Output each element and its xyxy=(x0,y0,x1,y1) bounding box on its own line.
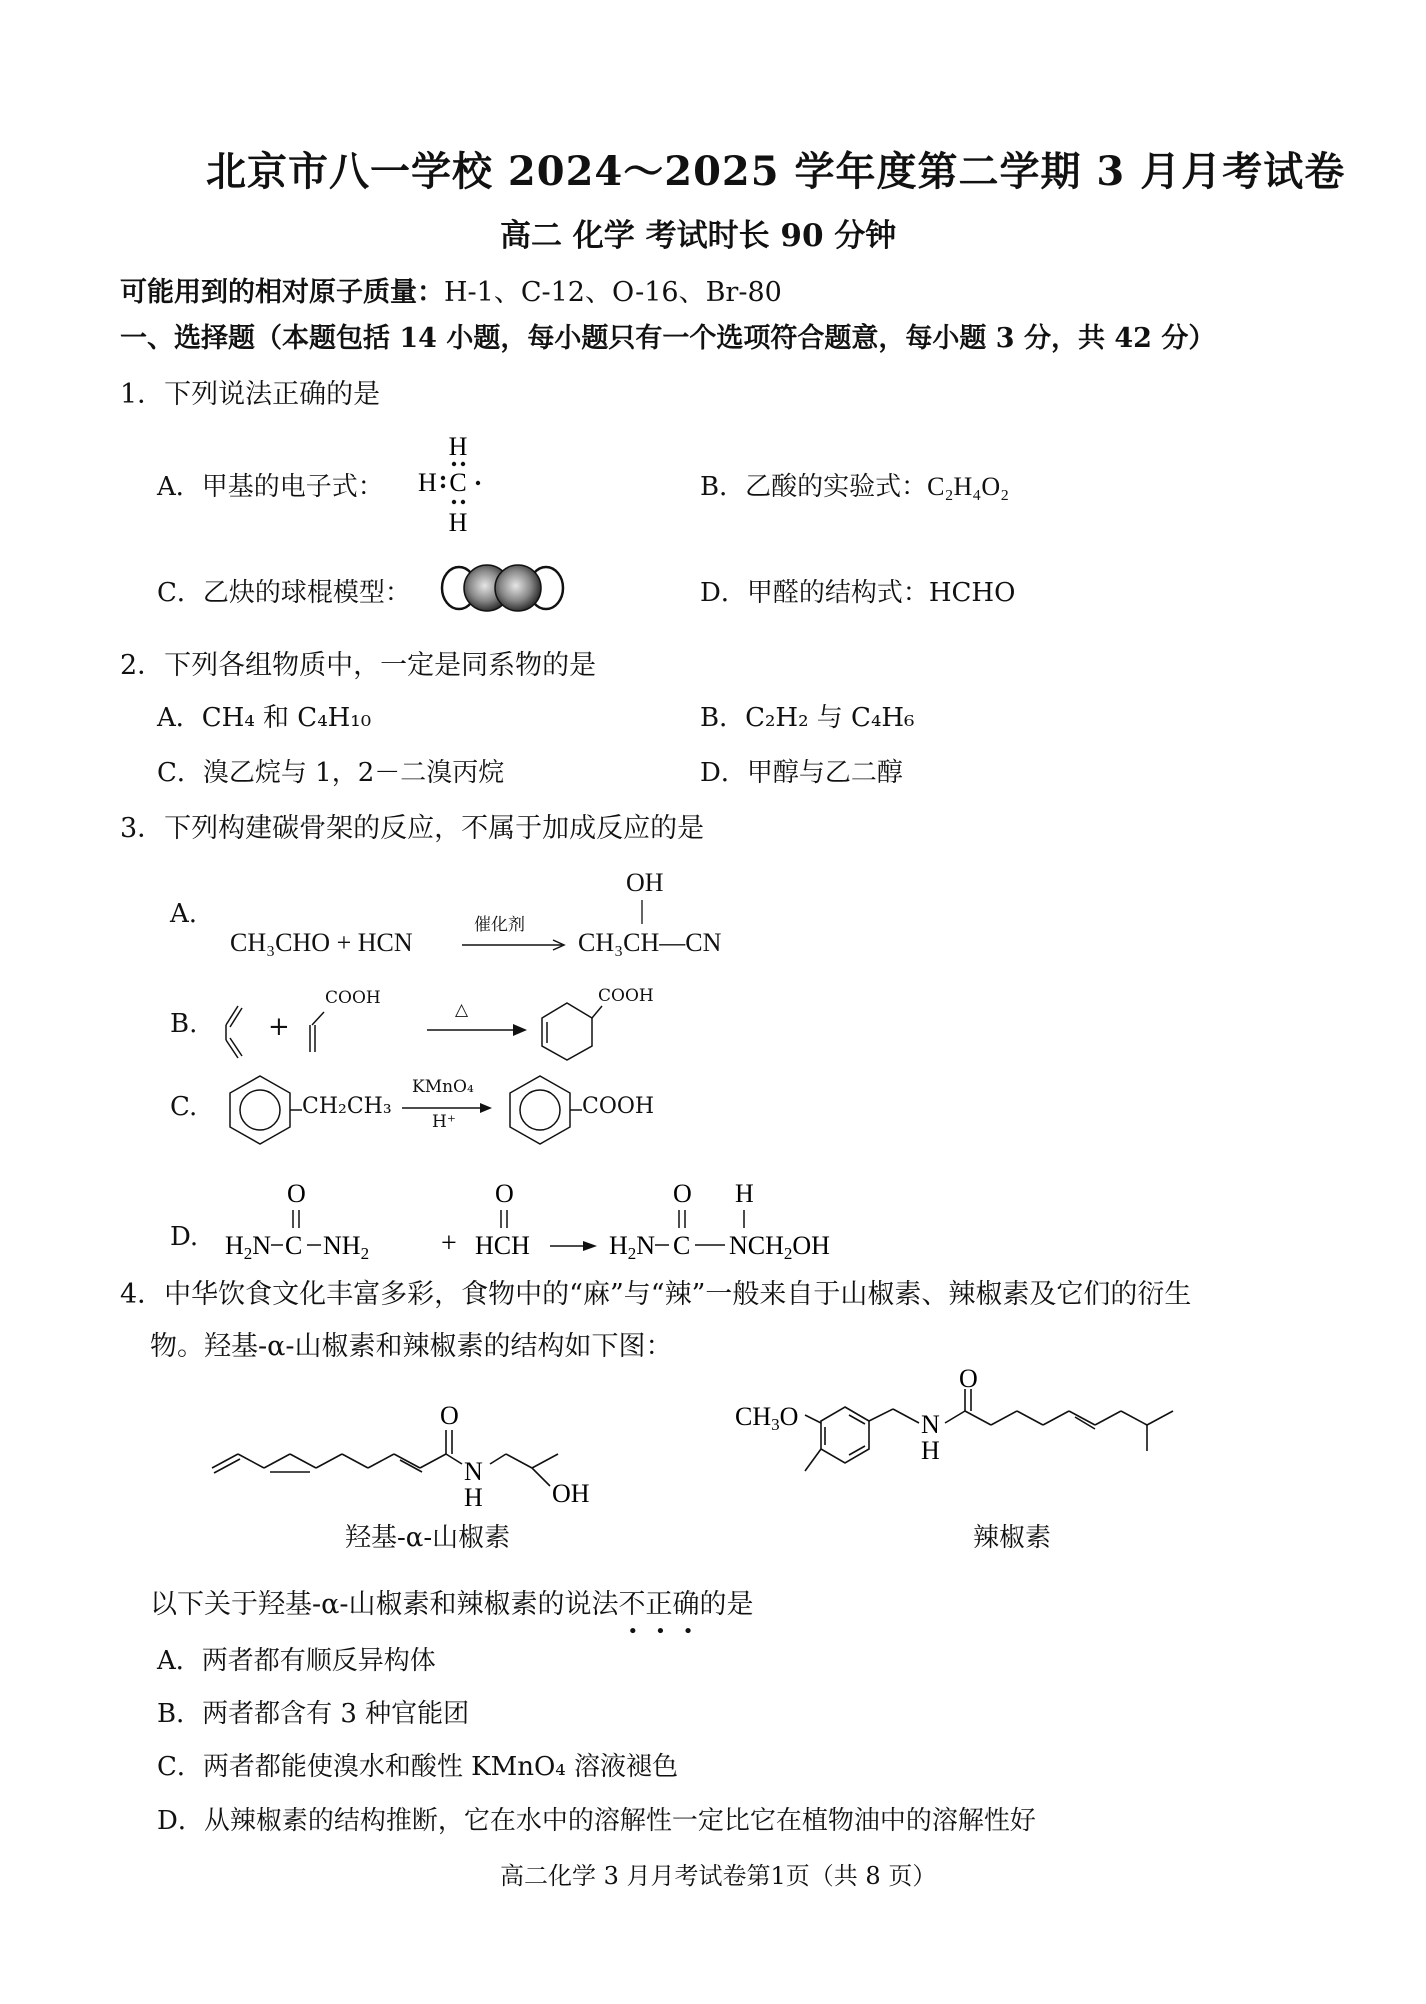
svg-text:N: N xyxy=(464,1457,483,1486)
q4-question-emphasis-text: 不正确 xyxy=(618,1589,700,1620)
atomic-mass-label: 可能用到的相对原子质量： xyxy=(120,277,444,308)
svg-text:O: O xyxy=(673,1179,692,1208)
q4-option-c: C．两者都能使溴水和酸性 KMnO₄ 溶液褪色 xyxy=(157,1752,678,1782)
svg-text:+: + xyxy=(441,1228,457,1259)
section-heading: 一、选择题（本题包括 14 小题，每小题只有一个选项符合题意，每小题 3 分，共 42 分） xyxy=(120,323,1216,354)
q3-stem: 3．下列构建碳骨架的反应，不属于加成反应的是 xyxy=(120,813,705,844)
q1-option-c: C．乙炔的球棍模型： xyxy=(157,578,411,608)
svg-text:OH: OH xyxy=(552,1479,590,1508)
hydroxy-alpha-sanshool-structure xyxy=(200,1390,640,1510)
svg-text:H: H xyxy=(735,1179,754,1208)
q4-question xyxy=(150,1582,754,1642)
q1-option-b-formula: C₂H₄O₂ xyxy=(927,472,1010,501)
q2-option-b: B．C₂H₂ 与 C₄H₆ xyxy=(700,703,915,733)
q3-b-cooh-product: COOH xyxy=(598,986,654,1006)
svg-text:H2N: H2N xyxy=(225,1231,272,1263)
q3-c-substituent: CH₂CH₃ xyxy=(302,1094,392,1119)
q4-option-b: B．两者都含有 3 种官能团 xyxy=(157,1699,470,1729)
q3-b-cooh-reactant: COOH xyxy=(325,988,381,1008)
q4-question-suffix: 的是 xyxy=(699,1589,754,1620)
caption-capsaicin: 辣椒素 xyxy=(973,1523,1052,1553)
q1-option-b xyxy=(700,466,1009,503)
exam-title: 北京市八一学校 2024～2025 学年度第二学期 3 月月考试卷 xyxy=(206,148,1346,195)
q4-option-d: D．从辣椒素的结构推断，它在水中的溶解性一定比它在植物油中的溶解性好 xyxy=(157,1806,1036,1836)
svg-text:H: H xyxy=(448,508,468,537)
q4-question-prefix: 以下关于羟基-α-山椒素和辣椒素的说法 xyxy=(150,1589,619,1620)
q3-d-urea-formaldehyde-reaction xyxy=(225,1178,905,1268)
q1-option-d: D．甲醛的结构式：HCHO xyxy=(700,578,1016,608)
q2-option-c: C．溴乙烷与 1，2－二溴丙烷 xyxy=(157,758,505,788)
q3-a-oh-bond xyxy=(640,898,644,928)
q4-stem-line2: 物。羟基-α-山椒素和辣椒素的结构如下图： xyxy=(150,1331,673,1362)
q3-b-plus: + xyxy=(268,1012,290,1042)
svg-text:CH3O: CH3O xyxy=(735,1402,799,1434)
q3-option-b-label: B. xyxy=(170,1009,198,1039)
q2-option-a: A．CH₄ 和 C₄H₁₀ xyxy=(157,703,372,733)
q3-a-product: CH₃CH—CN xyxy=(578,928,722,957)
capsaicin-structure xyxy=(735,1364,1235,1515)
q4-option-a: A．两者都有顺反异构体 xyxy=(157,1646,436,1676)
q3-a-reactants: CH₃CHO + HCN xyxy=(230,928,413,957)
q2-stem: 2．下列各组物质中，一定是同系物的是 xyxy=(120,650,597,681)
q3-c-reagent-bottom: H⁺ xyxy=(432,1112,456,1132)
q3-a-arrow xyxy=(460,937,570,957)
q3-c-benzene-ring xyxy=(220,1070,310,1150)
atomic-mass-values: H-1、C-12、O-16、Br-80 xyxy=(444,277,782,308)
q4-stem-line1: 4．中华饮食文化丰富多彩，食物中的“麻”与“辣”一般来自于山椒素、辣椒素及它们的衍生 xyxy=(120,1279,1192,1310)
svg-text:C: C xyxy=(285,1231,303,1260)
atomic-mass-line xyxy=(120,270,782,309)
methyl-electron-formula xyxy=(410,425,500,540)
page-footer: 高二化学 3 月月考试卷第1页（共 8 页） xyxy=(500,1862,937,1890)
svg-text:C: C xyxy=(449,468,467,497)
q3-option-a-label: A. xyxy=(170,899,198,929)
svg-text:H: H xyxy=(464,1483,483,1512)
svg-text:HCH: HCH xyxy=(475,1231,530,1260)
svg-text:O: O xyxy=(440,1401,459,1430)
svg-text:O: O xyxy=(495,1179,514,1208)
svg-text:N: N xyxy=(921,1410,940,1439)
svg-text:H: H xyxy=(418,468,437,497)
q3-option-d-label: D. xyxy=(170,1222,199,1252)
acetylene-ball-stick-model xyxy=(440,563,565,613)
svg-text:H: H xyxy=(448,432,468,461)
svg-text:NCH2OH: NCH2OH xyxy=(729,1231,830,1263)
q2-option-d: D．甲醇与乙二醇 xyxy=(700,758,903,788)
svg-text:O: O xyxy=(959,1364,978,1393)
exam-subtitle: 高二 化学 考试时长 90 分钟 xyxy=(500,218,897,254)
q4-question-emphasis xyxy=(618,1589,711,1642)
q1-option-b-label: B．乙酸的实验式： xyxy=(700,472,928,502)
q1-option-a: A．甲基的电子式： xyxy=(157,472,384,502)
svg-text:O: O xyxy=(287,1179,306,1208)
q3-c-product: COOH xyxy=(582,1094,655,1119)
q3-a-oh: OH xyxy=(626,868,664,897)
svg-text:C: C xyxy=(673,1231,691,1260)
svg-text:H2N: H2N xyxy=(609,1231,656,1263)
q3-c-product-benzene-ring xyxy=(500,1070,590,1150)
q1-stem: 1．下列说法正确的是 xyxy=(120,379,381,410)
svg-text:H: H xyxy=(921,1436,940,1465)
q3-c-reagent-top: KMnO₄ xyxy=(412,1077,474,1097)
svg-text:NH2: NH2 xyxy=(323,1231,370,1263)
q3-option-c-label: C. xyxy=(170,1092,198,1122)
q3-b-arrow xyxy=(425,1022,535,1042)
emphasis-dots: ••• xyxy=(627,1621,711,1642)
q3-c-arrow xyxy=(400,1100,510,1120)
q3-b-delta: △ xyxy=(455,1000,469,1020)
caption-hydroxy-sanshool: 羟基-α-山椒素 xyxy=(345,1523,511,1553)
q3-a-catalyst: 催化剂 xyxy=(474,915,525,935)
